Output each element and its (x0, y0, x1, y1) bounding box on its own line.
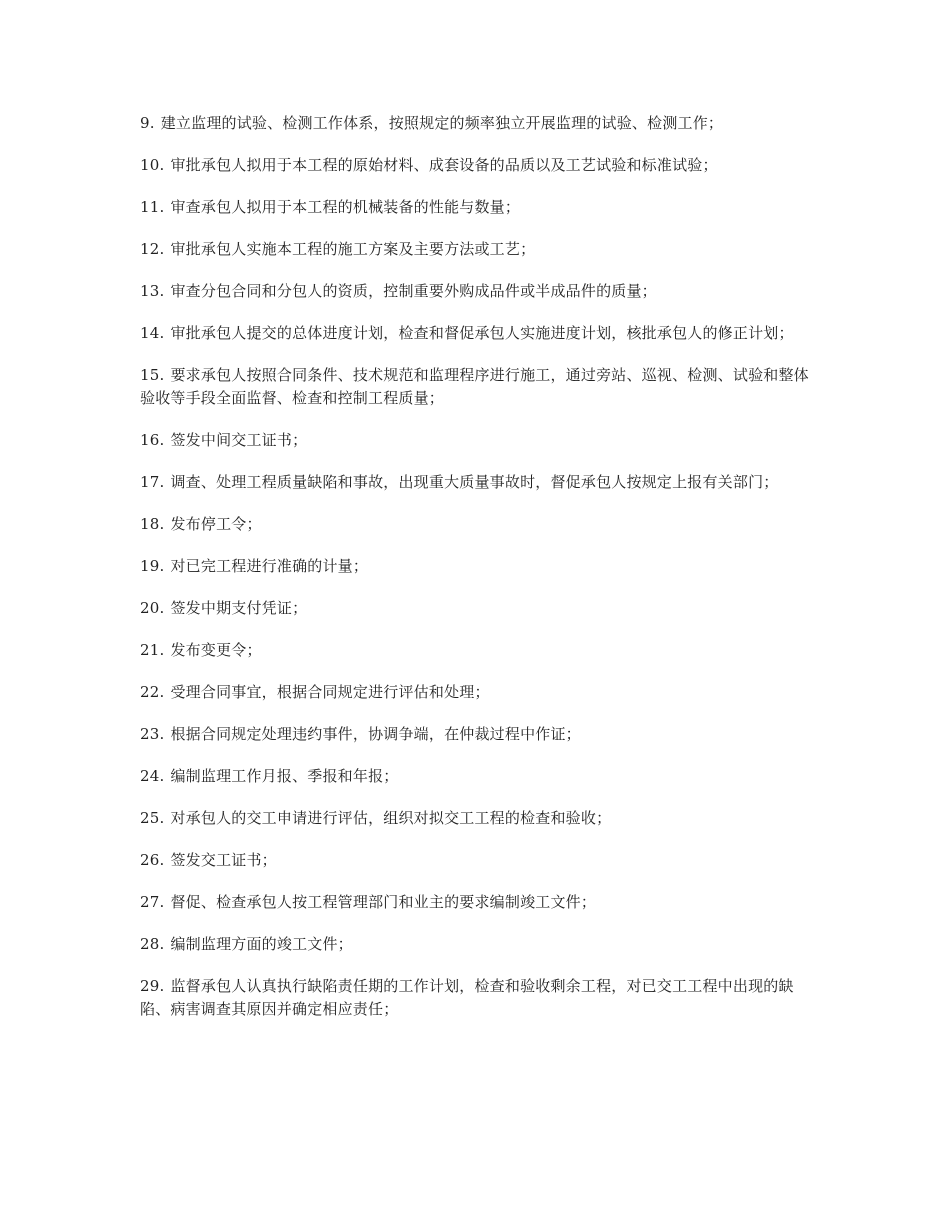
item-number: 23. (140, 725, 165, 743)
list-item-22 (140, 681, 812, 704)
item-number: 12. (140, 240, 165, 258)
item-number: 21. (140, 641, 165, 659)
item-number: 11. (140, 198, 165, 216)
item-number: 24. (140, 767, 165, 785)
item-number: 22. (140, 683, 165, 701)
duty-list (140, 112, 812, 1040)
item-number: 27. (140, 893, 165, 911)
item-text: 编制监理方面的竣工文件； (170, 935, 353, 953)
list-item-20 (140, 597, 812, 620)
item-number: 26. (140, 851, 165, 869)
list-item-9 (140, 112, 812, 135)
item-number: 13. (140, 282, 165, 300)
item-text: 监督承包人认真执行缺陷责任期的工作计划，检查和验收剩余工程，对已交工工程中出现的缺陷、病害调查其原因并确定相应责任； (140, 977, 794, 1018)
list-item-17 (140, 471, 812, 494)
list-item-10 (140, 154, 812, 177)
item-text: 要求承包人按照合同条件、技术规范和监理程序进行施工，通过旁站、巡视、检测、试验和整体验收等手段全面监督、检查和控制工程质量； (140, 366, 809, 407)
list-item-26 (140, 849, 812, 872)
item-number: 28. (140, 935, 165, 953)
list-item-18 (140, 513, 812, 536)
item-text: 审查承包人拟用于本工程的机械装备的性能与数量； (170, 198, 521, 216)
list-item-25 (140, 807, 812, 830)
item-text: 签发中间交工证书； (170, 431, 308, 449)
item-number: 18. (140, 515, 165, 533)
item-text: 审批承包人拟用于本工程的原始材料、成套设备的品质以及工艺试验和标准试验； (170, 156, 718, 174)
item-number: 14. (140, 324, 165, 342)
list-item-12 (140, 238, 812, 261)
item-number: 15. (140, 366, 165, 384)
item-number: 20. (140, 599, 165, 617)
item-number: 17. (140, 473, 165, 491)
list-item-28 (140, 933, 812, 956)
item-text: 督促、检查承包人按工程管理部门和业主的要求编制竣工文件； (170, 893, 597, 911)
list-item-23 (140, 723, 812, 746)
item-text: 签发交工证书； (170, 851, 277, 869)
item-text: 受理合同事宜，根据合同规定进行评估和处理； (170, 683, 490, 701)
item-text: 签发中期支付凭证； (170, 599, 308, 617)
list-item-16 (140, 429, 812, 452)
list-item-13 (140, 280, 812, 303)
item-text: 编制监理工作月报、季报和年报； (170, 767, 399, 785)
list-item-15 (140, 364, 812, 410)
item-text: 审批承包人提交的总体进度计划，检查和督促承包人实施进度计划，核批承包人的修正计划； (170, 324, 794, 342)
item-text: 调查、处理工程质量缺陷和事故，出现重大质量事故时，督促承包人按规定上报有关部门； (170, 473, 779, 491)
item-number: 19. (140, 557, 165, 575)
item-text: 审查分包合同和分包人的资质，控制重要外购成品件或半成品件的质量； (170, 282, 657, 300)
item-number: 29. (140, 977, 165, 995)
item-number: 16. (140, 431, 165, 449)
item-text: 建立监理的试验、检测工作体系，按照规定的频率独立开展监理的试验、检测工作； (160, 114, 724, 132)
item-number: 9. (140, 114, 155, 132)
item-text: 发布变更令； (170, 641, 262, 659)
item-number: 25. (140, 809, 165, 827)
list-item-11 (140, 196, 812, 219)
list-item-14 (140, 322, 812, 345)
item-text: 审批承包人实施本工程的施工方案及主要方法或工艺； (170, 240, 536, 258)
list-item-27 (140, 891, 812, 914)
list-item-24 (140, 765, 812, 788)
item-text: 根据合同规定处理违约事件，协调争端，在仲裁过程中作证； (170, 725, 581, 743)
item-text: 对承包人的交工申请进行评估，组织对拟交工工程的检查和验收； (170, 809, 612, 827)
item-text: 发布停工令； (170, 515, 262, 533)
list-item-21 (140, 639, 812, 662)
item-text: 对已完工程进行准确的计量； (170, 557, 369, 575)
item-number: 10. (140, 156, 165, 174)
list-item-29 (140, 975, 812, 1021)
list-item-19 (140, 555, 812, 578)
